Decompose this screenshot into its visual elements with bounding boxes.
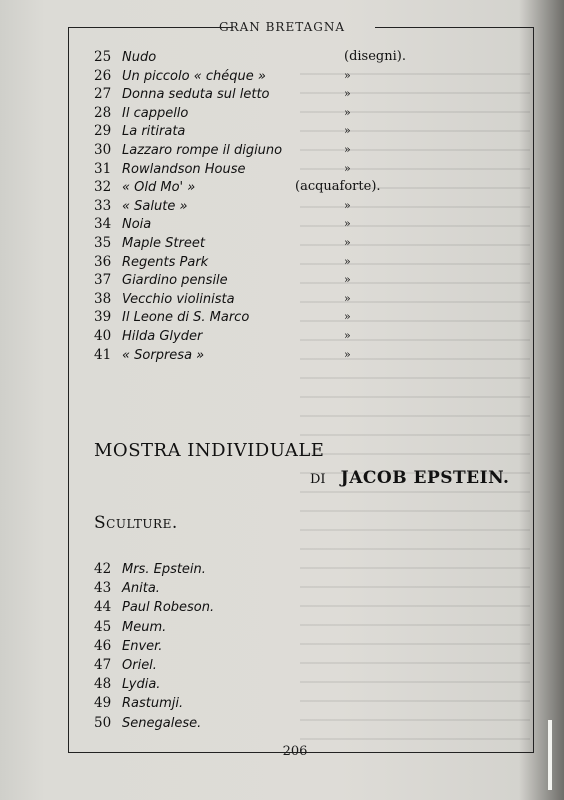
entry-title: Mrs. Epstein. [122, 562, 206, 577]
entry-number: 29 [94, 123, 112, 140]
entry-title: Rastumji. [122, 696, 184, 712]
catalog-entry [94, 618, 524, 637]
ditto-mark: » [344, 328, 351, 342]
ditto-mark: » [344, 87, 351, 101]
entry-number: 28 [94, 104, 112, 121]
catalog-entry [94, 560, 524, 579]
entry-number: 33 [94, 197, 112, 214]
ditto-mark: » [344, 105, 351, 119]
entry-number: 30 [94, 141, 112, 158]
entry-number: 42 [94, 561, 112, 577]
ditto-mark: » [344, 235, 351, 249]
catalog-entry [94, 694, 524, 713]
catalog-entry [94, 346, 524, 365]
entry-title: « Sorpresa » [122, 347, 205, 363]
catalog-entry [94, 290, 524, 309]
entry-number: 36 [94, 253, 112, 270]
section-heading-sculpture: Sculture. [94, 513, 178, 533]
entry-title: Giardino pensile [122, 273, 228, 289]
entry-number: 45 [94, 618, 112, 635]
entry-title: Meum. [122, 619, 167, 635]
catalog-entry [94, 160, 524, 179]
ditto-mark: » [344, 142, 351, 156]
entry-title: Oriel. [122, 657, 157, 673]
entry-title: Rowlandson House [122, 161, 246, 177]
artist-prefix: DI [310, 472, 326, 487]
catalog-entry [94, 122, 524, 141]
entry-number: 38 [94, 290, 112, 307]
catalog-entry [94, 598, 524, 617]
ditto-mark: » [344, 254, 351, 268]
catalog-entry [94, 178, 524, 197]
catalog-entry [94, 67, 524, 86]
entry-title: Lydia. [122, 677, 161, 693]
catalog-entry [94, 197, 524, 216]
catalog-entry [94, 327, 524, 346]
ditto-mark: » [344, 217, 351, 231]
catalog-entry [94, 215, 524, 234]
catalog-entry [94, 308, 524, 327]
exhibition-heading: MOSTRA INDIVIDUALE [94, 440, 325, 461]
entry-number: 44 [94, 599, 112, 616]
entry-number: 40 [94, 327, 112, 344]
entry-number: 26 [94, 67, 112, 84]
entry-number: 35 [94, 234, 112, 251]
entry-number: 37 [94, 272, 112, 289]
entry-title: Enver. [122, 638, 163, 654]
ditto-mark: » [344, 68, 351, 82]
entry-title: Paul Robeson. [122, 600, 215, 616]
medium-note: (acquaforte). [295, 179, 381, 195]
entry-title: Il cappello [122, 105, 189, 121]
entry-title: Un piccolo « chéque » [122, 68, 266, 84]
entry-number: 34 [94, 216, 112, 233]
entry-number: 25 [94, 49, 112, 65]
entry-number: 32 [94, 179, 112, 196]
entry-title: Hilda Glyder [122, 328, 203, 344]
ditto-mark: » [344, 310, 351, 324]
entry-title: Il Leone di S. Marco [122, 310, 250, 326]
catalog-entry [94, 714, 524, 733]
entry-number: 43 [94, 580, 112, 597]
entry-number: 49 [94, 695, 112, 712]
catalog-entry [94, 104, 524, 123]
ditto-mark: » [344, 124, 351, 138]
entry-title: Donna seduta sul letto [122, 87, 270, 103]
ditto-mark: » [344, 347, 351, 361]
entry-number: 46 [94, 637, 112, 654]
sculpture-list [94, 560, 524, 733]
ditto-mark: » [344, 273, 351, 287]
catalog-entry [94, 656, 524, 675]
frame-top-rule-right [375, 27, 534, 28]
entry-title: Regents Park [122, 254, 209, 270]
page-number: 206 [282, 744, 308, 759]
ditto-mark: » [344, 198, 351, 212]
ditto-mark: » [344, 291, 351, 305]
catalog-entry [94, 253, 524, 272]
entry-number: 39 [94, 309, 112, 326]
catalog-entry [94, 271, 524, 290]
catalog-entry [94, 579, 524, 598]
entry-title: « Old Mo' » [122, 180, 196, 196]
scan-edge-mark [548, 720, 552, 790]
entry-title: « Salute » [122, 198, 188, 214]
entry-number: 31 [94, 160, 112, 177]
catalog-entry [94, 234, 524, 253]
frame-top-rule-left [68, 27, 233, 28]
artist-line [310, 468, 509, 488]
medium-note: (disegni). [344, 49, 406, 64]
catalog-entry [94, 637, 524, 656]
catalog-entry [94, 141, 524, 160]
catalog-entry [94, 85, 524, 104]
entry-title: Nudo [122, 50, 157, 65]
entry-title: Anita. [122, 581, 160, 597]
entry-number: 48 [94, 676, 112, 693]
entry-title: Vecchio violinista [122, 291, 235, 307]
artist-name: JACOB EPSTEIN. [340, 468, 510, 488]
entry-title: La ritirata [122, 124, 186, 140]
entry-title: Maple Street [122, 235, 205, 251]
entry-title: Senegalese. [122, 715, 202, 731]
entry-title: Lazzaro rompe il digiuno [122, 142, 283, 158]
catalog-entry [94, 48, 524, 67]
drawings-etchings-list [94, 48, 524, 364]
entry-number: 50 [94, 714, 112, 731]
entry-number: 41 [94, 346, 112, 363]
entry-number: 27 [94, 86, 112, 103]
ditto-mark: » [344, 161, 351, 175]
running-head: GRAN BRETAGNA [219, 20, 345, 34]
entry-title: Noia [122, 217, 152, 233]
entry-number: 47 [94, 656, 112, 673]
catalog-entry [94, 675, 524, 694]
